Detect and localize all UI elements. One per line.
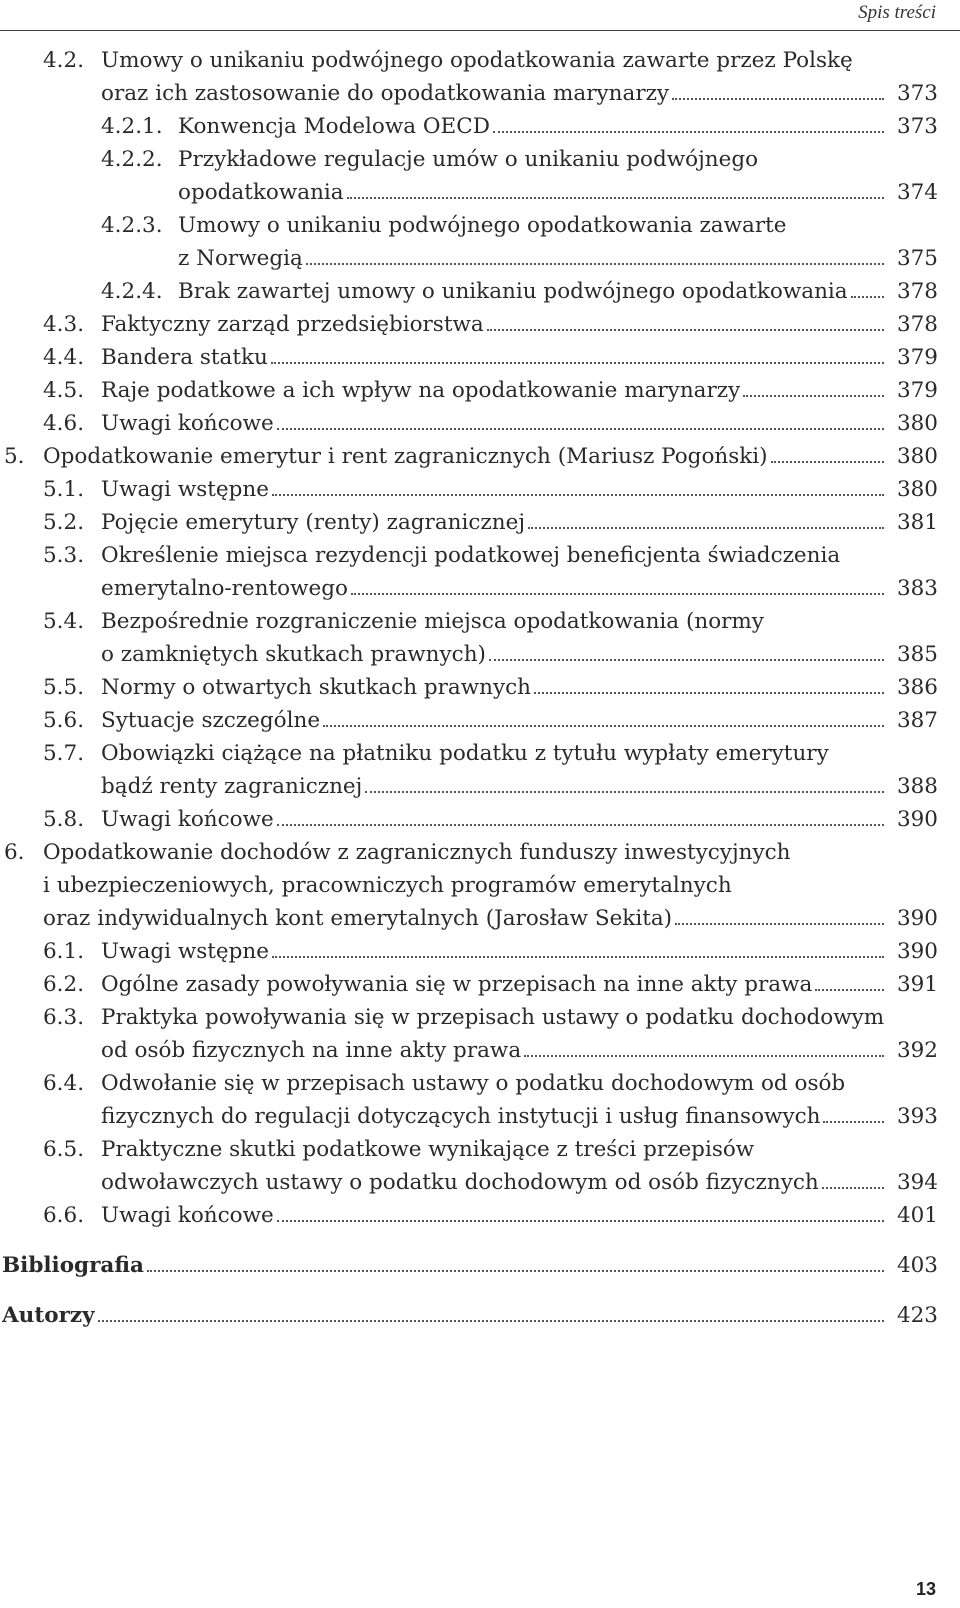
dot-leader [323,725,884,727]
toc-entry-title: emerytalno-rentowego [101,576,348,601]
toc-entry-last-line [101,704,938,737]
dot-leader [675,923,884,925]
toc-entry-page: 379 [896,378,938,403]
toc-entry-page: 387 [896,708,938,733]
toc-entry-number: 4.2.1. [101,114,163,139]
toc-entry-title: opodatkowania [178,180,344,205]
toc-entry[interactable] [0,506,960,539]
toc-entry[interactable] [0,704,960,737]
toc-entry-number: 4.3. [43,312,85,337]
toc-entry-page: 374 [896,180,938,205]
toc-entry-number: 6.5. [43,1137,85,1162]
toc-entry[interactable] [0,440,960,473]
toc-entry-last-line [101,77,938,110]
toc-entry-last-line [178,275,938,308]
toc-entry-title: Normy o otwartych skutkach prawnych [101,675,532,700]
toc-entry-number: 5.2. [43,510,85,535]
toc-entry-last-line [178,242,938,275]
toc-entry-last-line [101,1100,938,1133]
toc-entry-number: 5.4. [43,609,85,634]
toc-entry-number: 4.2. [43,48,85,73]
toc-entry[interactable] [0,1067,960,1133]
toc-entry-body [101,308,938,341]
dot-leader [528,527,884,529]
toc-entry-page: 390 [896,939,938,964]
toc-entry-body [178,110,938,143]
dot-leader [743,395,884,397]
toc-entry-page: 388 [896,774,938,799]
toc-entry-title: oraz ich zastosowanie do opodatkowania marynarzy [101,81,670,106]
toc-entry-last-line [178,176,938,209]
toc-entry-last-line [101,671,938,704]
toc-entry-page: 380 [896,477,938,502]
toc-entry-title-line: Odwołanie się w przepisach ustawy o podatku dochodowym od osób [101,1071,846,1096]
dot-leader [271,362,884,364]
dot-leader [306,263,884,265]
toc-entry-number: 6.6. [43,1203,85,1228]
toc-entry-body [178,143,938,209]
toc-entry-number: 5.8. [43,807,85,832]
toc-entry-page: 379 [896,345,938,370]
toc-entry-last-line [178,110,938,143]
toc-entry-page: 392 [896,1038,938,1063]
toc-entry[interactable] [0,374,960,407]
toc-entry-body [101,1067,938,1133]
toc-entry-title: Uwagi końcowe [101,1203,274,1228]
toc-entry[interactable] [0,671,960,704]
dot-leader [534,692,884,694]
dot-leader [822,1187,884,1189]
dot-leader [487,329,884,331]
toc-entry-number: 5.7. [43,741,85,766]
toc-entry[interactable] [0,605,960,671]
toc-entry-page: 380 [896,411,938,436]
toc-entry-number: 4.2.4. [101,279,163,304]
toc-entry-body [178,209,938,275]
toc-entry-last-line [101,506,938,539]
toc-entry-page: 386 [896,675,938,700]
toc-entry-title: Sytuacje szczególne [101,708,321,733]
toc-entry-page: 393 [896,1104,938,1129]
toc-entry-page: 375 [896,246,938,271]
toc-entry-last-line [101,572,938,605]
toc-entry-title: Faktyczny zarząd przedsiębiorstwa [101,312,484,337]
toc-backmatter-title: Autorzy [2,1303,95,1328]
dot-leader [672,98,884,100]
toc-entry-body [101,539,938,605]
dot-leader [493,131,884,133]
toc-entry-page: 403 [896,1253,938,1278]
toc-entry-last-line [2,1249,938,1282]
toc-entry[interactable] [0,1133,960,1199]
toc-entry[interactable] [0,143,960,209]
dot-leader [771,461,884,463]
toc-entry-number: 6. [4,840,25,865]
toc-entry-title-line: Bezpośrednie rozgraniczenie miejsca opodatkowania (normy [101,609,764,634]
toc-entry-number: 5. [4,444,25,469]
toc-entry-page: 373 [896,81,938,106]
dot-leader [351,593,884,595]
dot-leader [272,956,884,958]
toc-entry-title: oraz indywidualnych kont emerytalnych (Jarosław Sekita) [43,906,673,931]
toc-entry-title: Uwagi końcowe [101,807,274,832]
toc-entry-page: 378 [896,312,938,337]
toc-entry-body [101,1133,938,1199]
toc-entry[interactable] [0,308,960,341]
dot-leader [489,659,884,661]
toc-entry-body [101,968,938,1001]
toc-entry-title-line: Opodatkowanie dochodów z zagranicznych funduszy inwestycyjnych [43,840,791,865]
toc-entry-title: od osób fizycznych na inne akty prawa [101,1038,522,1063]
toc-entry-number: 6.3. [43,1005,85,1030]
toc-entry-last-line [43,440,938,473]
dot-leader [524,1055,884,1057]
toc-entry-page: 394 [896,1170,938,1195]
toc-entry-page: 380 [896,444,938,469]
toc-entry-body [101,704,938,737]
toc-entry-number: 4.2.2. [101,147,163,172]
toc-entry-title-line: Umowy o unikaniu podwójnego opodatkowania zawarte [178,213,787,238]
toc-entry-last-line [101,473,938,506]
toc-entry-number: 5.1. [43,477,85,502]
toc-entry-title-line: i ubezpieczeniowych, pracowniczych programów emerytalnych [43,873,732,898]
toc-entry-number: 4.6. [43,411,85,436]
dot-leader [98,1320,884,1322]
toc-entry-number: 5.3. [43,543,85,568]
toc-entry-title-line: Praktyczne skutki podatkowe wynikające z treści przepisów [101,1137,755,1162]
toc-entry-last-line [101,308,938,341]
toc-entry-page: 390 [896,807,938,832]
toc-entry[interactable] [0,1001,960,1067]
toc-backmatter-title: Bibliografia [2,1253,144,1278]
toc-entry[interactable] [0,1199,960,1232]
toc-entry[interactable] [0,836,960,935]
toc-entry-page: 383 [896,576,938,601]
toc-entry-body [2,1299,938,1332]
toc-entry-last-line [101,407,938,440]
toc-entry-body [101,44,938,110]
dot-leader [851,296,884,298]
toc-entry-page: 390 [896,906,938,931]
running-head: Spis treści [858,2,936,23]
toc-entry-number: 6.2. [43,972,85,997]
toc-entry-page: 423 [896,1303,938,1328]
toc-entry-title: Uwagi końcowe [101,411,274,436]
toc-entry-number: 5.6. [43,708,85,733]
toc-entry-title: Raje podatkowe a ich wpływ na opodatkowanie marynarzy [101,378,741,403]
toc-entry[interactable] [0,539,960,605]
toc-entry-title: z Norwegią [178,246,303,271]
toc-entry-body [43,440,938,473]
toc-entry-last-line [101,770,938,803]
toc-entry-body [101,1199,938,1232]
toc-entry-title: Bandera statku [101,345,268,370]
dot-leader [147,1270,884,1272]
toc-entry-title: Konwencja Modelowa OECD [178,114,490,139]
toc-entry-last-line [101,374,938,407]
toc-entry-body [101,671,938,704]
page-number: 13 [915,1579,936,1599]
toc-entry-page: 381 [896,510,938,535]
header-rule [0,30,960,31]
toc-entry-body [101,605,938,671]
toc-entry-title-line: Umowy o unikaniu podwójnego opodatkowania zawarte przez Polskę [101,48,853,73]
toc-entry-number: 6.1. [43,939,85,964]
toc-entry-number: 6.4. [43,1071,85,1096]
toc-entry-body [101,1001,938,1067]
toc-entry-number: 5.5. [43,675,85,700]
toc-entry[interactable] [0,803,960,836]
toc-entry-body [178,275,938,308]
toc-entry-title: Ogólne zasady powoływania się w przepisach na inne akty prawa [101,972,813,997]
toc-entry-number: 4.5. [43,378,85,403]
toc-entry-body [101,407,938,440]
toc-entry-last-line [101,803,938,836]
table-of-contents [0,44,960,1332]
toc-entry-last-line [43,902,938,935]
toc-entry-title: fizycznych do regulacji dotyczących instytucji i usług finansowych [101,1104,821,1129]
toc-entry-body [101,374,938,407]
dot-leader [277,428,884,430]
dot-leader [277,824,884,826]
toc-entry-number: 4.4. [43,345,85,370]
toc-entry-body [101,341,938,374]
toc-entry-page: 373 [896,114,938,139]
toc-entry-title-line: Określenie miejsca rezydencji podatkowej beneficjenta świadczenia [101,543,841,568]
toc-entry-body [101,935,938,968]
toc-entry-title: Opodatkowanie emerytur i rent zagranicznych (Mariusz Pogoński) [43,444,768,469]
toc-entry-title-line: Obowiązki ciążące na płatniku podatku z tytułu wypłaty emerytury [101,741,829,766]
toc-entry[interactable] [0,275,960,308]
toc-entry[interactable] [0,473,960,506]
toc-entry-body [101,803,938,836]
toc-entry-number: 4.2.3. [101,213,163,238]
toc-entry-last-line [101,1034,938,1067]
toc-entry[interactable] [0,737,960,803]
toc-entry-title-line: Praktyka powoływania się w przepisach ustawy o podatku dochodowym [101,1005,885,1030]
toc-entry-last-line [101,935,938,968]
dot-leader [823,1121,884,1123]
toc-entry[interactable] [0,209,960,275]
toc-entry-body [101,737,938,803]
toc-entry-last-line [101,1199,938,1232]
toc-backmatter-entry[interactable] [0,1299,960,1332]
dot-leader [347,197,884,199]
toc-entry-title: Uwagi wstępne [101,939,269,964]
toc-entry-title-line: Przykładowe regulacje umów o unikaniu podwójnego [178,147,759,172]
toc-entry-page: 378 [896,279,938,304]
toc-entry[interactable] [0,968,960,1001]
toc-entry-body [101,473,938,506]
toc-entry-page: 385 [896,642,938,667]
toc-entry-title: Pojęcie emerytury (renty) zagranicznej [101,510,525,535]
dot-leader [815,989,884,991]
toc-entry[interactable] [0,407,960,440]
toc-entry-last-line [101,1166,938,1199]
toc-entry-page: 401 [896,1203,938,1228]
toc-entry-page: 391 [896,972,938,997]
toc-entry-title: Uwagi wstępne [101,477,269,502]
toc-entry-title: odwoławczych ustawy o podatku dochodowym od osób fizycznych [101,1170,819,1195]
toc-entry-body [2,1249,938,1282]
dot-leader [277,1220,884,1222]
toc-backmatter-entry[interactable] [0,1249,960,1282]
toc-entry-body [101,506,938,539]
toc-entry-title: Brak zawartej umowy o unikaniu podwójnego opodatkowania [178,279,848,304]
dot-leader [272,494,884,496]
toc-entry-title: o zamkniętych skutkach prawnych) [101,642,486,667]
toc-entry[interactable] [0,110,960,143]
toc-entry[interactable] [0,44,960,110]
toc-entry-last-line [101,968,938,1001]
toc-entry[interactable] [0,935,960,968]
toc-entry-body [43,836,938,935]
toc-entry-title: bądź renty zagranicznej [101,774,363,799]
toc-entry-last-line [2,1299,938,1332]
toc-entry-last-line [101,341,938,374]
toc-entry-last-line [101,638,938,671]
toc-entry[interactable] [0,341,960,374]
dot-leader [365,791,884,793]
